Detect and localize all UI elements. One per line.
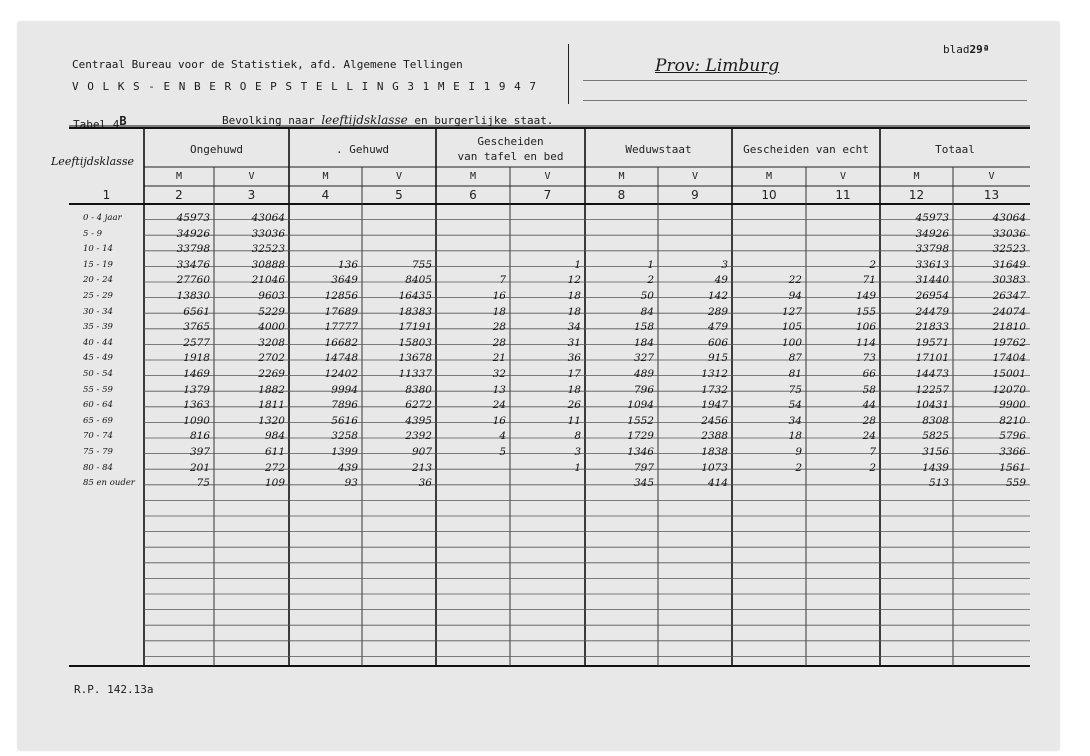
data-cell: 17404 bbox=[992, 352, 1026, 365]
data-cell: 1947 bbox=[701, 399, 728, 412]
data-cell: 44 bbox=[862, 399, 876, 412]
data-cell: 9994 bbox=[331, 383, 358, 396]
data-cell: 3 bbox=[721, 258, 728, 271]
data-cell: 3765 bbox=[183, 321, 210, 334]
age-class-label: 20 - 24 bbox=[83, 275, 113, 286]
data-cell: 32 bbox=[492, 368, 506, 380]
data-cell: 36 bbox=[567, 352, 581, 365]
age-class-label: 45 - 49 bbox=[83, 353, 113, 364]
data-cell: 3649 bbox=[331, 274, 358, 287]
data-cell: 6272 bbox=[405, 399, 432, 412]
data-cell: 1363 bbox=[183, 399, 210, 412]
data-cell: 1346 bbox=[627, 446, 654, 458]
data-cell: 45973 bbox=[915, 212, 949, 224]
data-cell: 796 bbox=[633, 383, 654, 396]
data-cell: 24479 bbox=[915, 305, 949, 318]
data-cell: 2 bbox=[795, 461, 802, 474]
data-cell: 24074 bbox=[992, 305, 1026, 318]
data-cell: 272 bbox=[264, 461, 285, 474]
data-cell: 24 bbox=[492, 399, 506, 412]
data-cell: 43064 bbox=[251, 212, 285, 224]
group-header: Totaal bbox=[935, 143, 975, 156]
group-header: Weduwstaat bbox=[625, 143, 692, 156]
data-cell: 3208 bbox=[258, 336, 285, 349]
data-cell: 5229 bbox=[258, 305, 285, 318]
data-cell: 8380 bbox=[405, 383, 432, 396]
data-cell: 327 bbox=[633, 352, 654, 365]
column-number: 9 bbox=[691, 188, 699, 202]
data-cell: 21046 bbox=[251, 274, 285, 287]
age-class-label: 10 - 14 bbox=[83, 244, 113, 255]
data-cell: 16682 bbox=[324, 336, 358, 349]
column-number: 2 bbox=[175, 188, 183, 202]
data-cell: 18 bbox=[788, 430, 802, 443]
data-cell: 34926 bbox=[915, 227, 949, 240]
age-class-label: 85 en ouder bbox=[83, 478, 135, 489]
data-cell: 66 bbox=[862, 368, 876, 380]
data-cell: 31649 bbox=[992, 258, 1026, 271]
data-cell: 1552 bbox=[627, 414, 654, 427]
data-cell: 1729 bbox=[627, 430, 654, 443]
data-cell: 414 bbox=[707, 477, 728, 490]
data-cell: 6561 bbox=[183, 305, 210, 318]
sex-header: M bbox=[765, 171, 773, 182]
data-cell: 13830 bbox=[176, 290, 210, 302]
data-cell: 9900 bbox=[999, 399, 1026, 412]
data-cell: 606 bbox=[707, 336, 728, 349]
data-cell: 289 bbox=[707, 305, 728, 318]
data-cell: 345 bbox=[633, 477, 654, 490]
data-cell: 797 bbox=[633, 461, 654, 474]
data-cell: 4000 bbox=[258, 321, 285, 334]
column-number: 10 bbox=[761, 188, 777, 202]
data-cell: 32523 bbox=[992, 243, 1026, 256]
data-cell: 5616 bbox=[331, 414, 358, 427]
column-number: 7 bbox=[543, 188, 552, 202]
data-cell: 5 bbox=[499, 446, 506, 458]
data-cell: 15001 bbox=[992, 368, 1026, 380]
data-cell: 201 bbox=[189, 461, 210, 474]
data-cell: 915 bbox=[707, 352, 728, 365]
data-cell: 5825 bbox=[922, 430, 949, 443]
data-cell: 2 bbox=[869, 258, 876, 271]
data-cell: 984 bbox=[264, 430, 285, 443]
data-cell: 2 bbox=[869, 461, 876, 474]
data-cell: 75 bbox=[196, 477, 210, 490]
sex-header: V bbox=[248, 171, 255, 182]
age-class-header: Leeftijdsklasse bbox=[51, 155, 134, 168]
age-class-label: 50 - 54 bbox=[83, 369, 113, 379]
data-cell: 33036 bbox=[251, 227, 285, 240]
group-header-line2: van tafel en bed bbox=[457, 150, 564, 163]
data-cell: 755 bbox=[411, 258, 432, 271]
data-cell: 24 bbox=[862, 430, 876, 443]
data-cell: 1094 bbox=[627, 399, 654, 412]
data-cell: 816 bbox=[189, 430, 210, 443]
sex-header: V bbox=[691, 171, 699, 182]
data-cell: 26 bbox=[567, 399, 581, 412]
age-class-label: 60 - 64 bbox=[83, 400, 113, 411]
age-class-label: 75 - 79 bbox=[83, 447, 113, 457]
data-cell: 16 bbox=[492, 414, 506, 427]
data-cell: 19571 bbox=[915, 336, 949, 349]
data-cell: 1379 bbox=[183, 383, 210, 396]
data-cell: 58 bbox=[862, 383, 876, 396]
data-cell: 8 bbox=[574, 430, 581, 443]
data-cell: 18 bbox=[492, 305, 506, 318]
data-cell: 30383 bbox=[992, 274, 1026, 287]
data-cell: 1882 bbox=[258, 383, 285, 396]
group-header: Ongehuwd bbox=[190, 143, 243, 156]
data-cell: 3156 bbox=[922, 446, 949, 458]
age-class-label: 65 - 69 bbox=[83, 415, 113, 426]
data-cell: 12070 bbox=[992, 383, 1026, 396]
data-cell: 13 bbox=[492, 383, 506, 396]
data-cell: 18 bbox=[567, 305, 581, 318]
column-number: 8 bbox=[617, 188, 626, 202]
data-cell: 149 bbox=[855, 290, 876, 302]
data-cell: 54 bbox=[788, 399, 802, 412]
bureau-line: Centraal Bureau voor de Statistiek, afd. Algemene Tellingen bbox=[72, 58, 463, 71]
column-number: 13 bbox=[983, 188, 1000, 202]
data-cell: 16 bbox=[492, 290, 506, 302]
column-number: 6 bbox=[469, 188, 477, 202]
data-cell: 34 bbox=[567, 321, 581, 334]
form-code: R.P. 142.13a bbox=[74, 683, 154, 696]
data-cell: 17689 bbox=[324, 305, 358, 318]
data-cell: 397 bbox=[189, 446, 210, 458]
data-cell: 136 bbox=[337, 258, 358, 271]
data-cell: 33036 bbox=[992, 227, 1026, 240]
data-cell: 28 bbox=[862, 414, 876, 427]
sex-header: V bbox=[395, 171, 403, 182]
age-class-label: 80 - 84 bbox=[83, 462, 113, 473]
data-cell: 1 bbox=[647, 258, 654, 271]
data-cell: 8308 bbox=[922, 414, 949, 427]
data-cell: 14748 bbox=[324, 352, 358, 365]
data-cell: 33613 bbox=[915, 258, 949, 271]
sex-header: M bbox=[175, 171, 183, 182]
group-header: Gescheiden van echt bbox=[743, 143, 869, 156]
data-cell: 13678 bbox=[398, 352, 432, 365]
data-cell: 439 bbox=[337, 461, 358, 474]
data-cell: 114 bbox=[855, 336, 876, 349]
census-title: V O L K S - E N B E R O E P S T E L L I N G 3 1 M E I 1 9 4 7 bbox=[72, 80, 537, 93]
data-cell: 1090 bbox=[183, 414, 210, 427]
data-cell: 127 bbox=[781, 305, 802, 318]
data-cell: 142 bbox=[707, 290, 728, 302]
sex-header: M bbox=[322, 171, 329, 182]
group-header: . Gehuwd bbox=[336, 143, 389, 156]
province-name: Prov: Limburg bbox=[655, 56, 780, 76]
age-class-label: 25 - 29 bbox=[83, 291, 113, 301]
data-cell: 2 bbox=[647, 274, 654, 287]
data-cell: 17191 bbox=[398, 321, 432, 334]
data-cell: 1469 bbox=[183, 368, 210, 380]
sex-header: M bbox=[913, 171, 920, 182]
data-cell: 81 bbox=[788, 368, 802, 380]
data-cell: 26347 bbox=[992, 290, 1026, 302]
data-cell: 16435 bbox=[398, 290, 432, 302]
data-cell: 30888 bbox=[251, 258, 285, 271]
data-cell: 10431 bbox=[915, 399, 949, 412]
age-class-label: 30 - 34 bbox=[83, 306, 113, 317]
data-cell: 87 bbox=[788, 352, 802, 365]
data-cell: 7896 bbox=[331, 399, 358, 412]
data-cell: 3366 bbox=[999, 446, 1026, 458]
data-cell: 73 bbox=[862, 352, 876, 365]
data-cell: 22 bbox=[788, 274, 802, 287]
data-cell: 489 bbox=[633, 368, 654, 380]
data-cell: 17 bbox=[567, 368, 581, 380]
data-cell: 75 bbox=[788, 383, 802, 396]
data-cell: 8210 bbox=[999, 414, 1026, 427]
sex-header: V bbox=[839, 171, 847, 182]
data-cell: 50 bbox=[640, 290, 654, 302]
data-cell: 12856 bbox=[324, 290, 358, 302]
data-cell: 1838 bbox=[701, 446, 728, 458]
data-cell: 27760 bbox=[176, 274, 210, 287]
column-number: 1 bbox=[102, 188, 111, 202]
data-cell: 1918 bbox=[183, 352, 210, 365]
sex-header: V bbox=[988, 171, 995, 182]
data-cell: 100 bbox=[781, 336, 802, 349]
column-number: 5 bbox=[395, 188, 403, 202]
age-class-label: 70 - 74 bbox=[83, 431, 113, 442]
data-cell: 1811 bbox=[258, 399, 285, 412]
table-caption: Bevolking naar leeftijdsklasse en burgerlijke staat. bbox=[222, 113, 554, 127]
data-cell: 84 bbox=[640, 305, 654, 318]
data-cell: 11337 bbox=[398, 368, 432, 380]
data-cell: 28 bbox=[492, 321, 506, 334]
data-cell: 15803 bbox=[398, 336, 432, 349]
data-cell: 12402 bbox=[324, 368, 358, 380]
data-cell: 4 bbox=[499, 430, 506, 443]
age-class-label: 55 - 59 bbox=[83, 384, 113, 395]
data-cell: 184 bbox=[633, 336, 654, 349]
data-cell: 12 bbox=[567, 274, 581, 287]
data-cell: 14473 bbox=[915, 368, 949, 380]
data-cell: 513 bbox=[928, 477, 949, 490]
data-cell: 1 bbox=[574, 258, 581, 271]
data-cell: 2392 bbox=[405, 430, 432, 443]
column-number: 4 bbox=[321, 188, 330, 202]
data-cell: 18 bbox=[567, 383, 581, 396]
data-cell: 21 bbox=[492, 352, 506, 365]
group-header: Gescheiden bbox=[477, 135, 544, 148]
data-cell: 479 bbox=[707, 321, 728, 334]
data-cell: 1732 bbox=[701, 383, 728, 396]
data-cell: 1320 bbox=[258, 414, 285, 427]
data-cell: 105 bbox=[781, 321, 802, 334]
age-class-label: 0 - 4 jaar bbox=[83, 213, 122, 223]
data-cell: 213 bbox=[411, 461, 432, 474]
data-cell: 1312 bbox=[701, 368, 728, 380]
data-cell: 12257 bbox=[915, 383, 949, 396]
data-cell: 31 bbox=[567, 336, 581, 349]
data-cell: 34 bbox=[788, 414, 802, 427]
data-cell: 93 bbox=[344, 477, 358, 490]
data-cell: 3 bbox=[574, 446, 581, 458]
data-cell: 2577 bbox=[183, 336, 210, 349]
data-cell: 1073 bbox=[701, 461, 728, 474]
data-cell: 9 bbox=[795, 446, 802, 458]
data-cell: 21810 bbox=[992, 321, 1026, 334]
data-cell: 611 bbox=[264, 446, 285, 458]
data-cell: 109 bbox=[264, 477, 285, 490]
data-cell: 45973 bbox=[176, 212, 210, 224]
table-label: Tabel 4B bbox=[73, 114, 127, 131]
sheet-number: blad29ª bbox=[943, 43, 990, 56]
data-cell: 17101 bbox=[915, 352, 949, 365]
data-cell: 106 bbox=[855, 321, 876, 334]
age-class-label: 40 - 44 bbox=[83, 337, 113, 348]
data-cell: 7 bbox=[499, 274, 506, 287]
data-cell: 8405 bbox=[405, 274, 432, 287]
data-cell: 2388 bbox=[701, 430, 728, 443]
data-cell: 4395 bbox=[405, 414, 432, 427]
data-cell: 33476 bbox=[176, 258, 210, 271]
data-cell: 3258 bbox=[331, 430, 358, 443]
data-cell: 155 bbox=[855, 305, 876, 318]
data-cell: 559 bbox=[1005, 477, 1026, 490]
data-cell: 2702 bbox=[258, 352, 285, 365]
data-cell: 43064 bbox=[992, 212, 1026, 224]
data-cell: 34926 bbox=[176, 227, 210, 240]
data-cell: 5796 bbox=[999, 430, 1026, 443]
data-cell: 33798 bbox=[915, 243, 949, 256]
age-class-label: 15 - 19 bbox=[83, 259, 113, 270]
data-cell: 94 bbox=[788, 290, 802, 302]
data-cell: 18 bbox=[567, 290, 581, 302]
data-cell: 28 bbox=[492, 336, 506, 349]
data-cell: 2456 bbox=[701, 414, 728, 427]
data-cell: 26954 bbox=[915, 290, 949, 302]
sex-header: M bbox=[618, 171, 625, 182]
sex-header: V bbox=[544, 171, 551, 182]
data-cell: 9603 bbox=[258, 290, 285, 302]
age-class-label: 35 - 39 bbox=[83, 322, 113, 333]
data-cell: 17777 bbox=[324, 321, 358, 334]
data-cell: 907 bbox=[411, 446, 432, 458]
data-cell: 7 bbox=[869, 446, 876, 458]
data-cell: 1561 bbox=[999, 461, 1026, 474]
data-cell: 19762 bbox=[992, 336, 1026, 349]
data-cell: 18383 bbox=[398, 305, 432, 318]
data-cell: 49 bbox=[714, 274, 728, 287]
data-cell: 71 bbox=[862, 274, 876, 287]
data-cell: 11 bbox=[567, 414, 581, 427]
data-cell: 33798 bbox=[176, 243, 210, 256]
data-cell: 1439 bbox=[922, 461, 949, 474]
data-cell: 1 bbox=[574, 461, 581, 474]
data-cell: 158 bbox=[633, 321, 654, 334]
data-cell: 21833 bbox=[915, 321, 949, 334]
data-cell: 1399 bbox=[331, 446, 358, 458]
column-number: 12 bbox=[908, 188, 925, 202]
data-cell: 2269 bbox=[258, 368, 285, 380]
data-cell: 32523 bbox=[251, 243, 285, 256]
age-class-label: 5 - 9 bbox=[83, 228, 103, 239]
data-cell: 36 bbox=[418, 477, 432, 490]
sex-header: M bbox=[469, 171, 477, 182]
column-number: 11 bbox=[835, 188, 851, 202]
data-cell: 31440 bbox=[915, 274, 949, 287]
column-number: 3 bbox=[247, 188, 256, 202]
